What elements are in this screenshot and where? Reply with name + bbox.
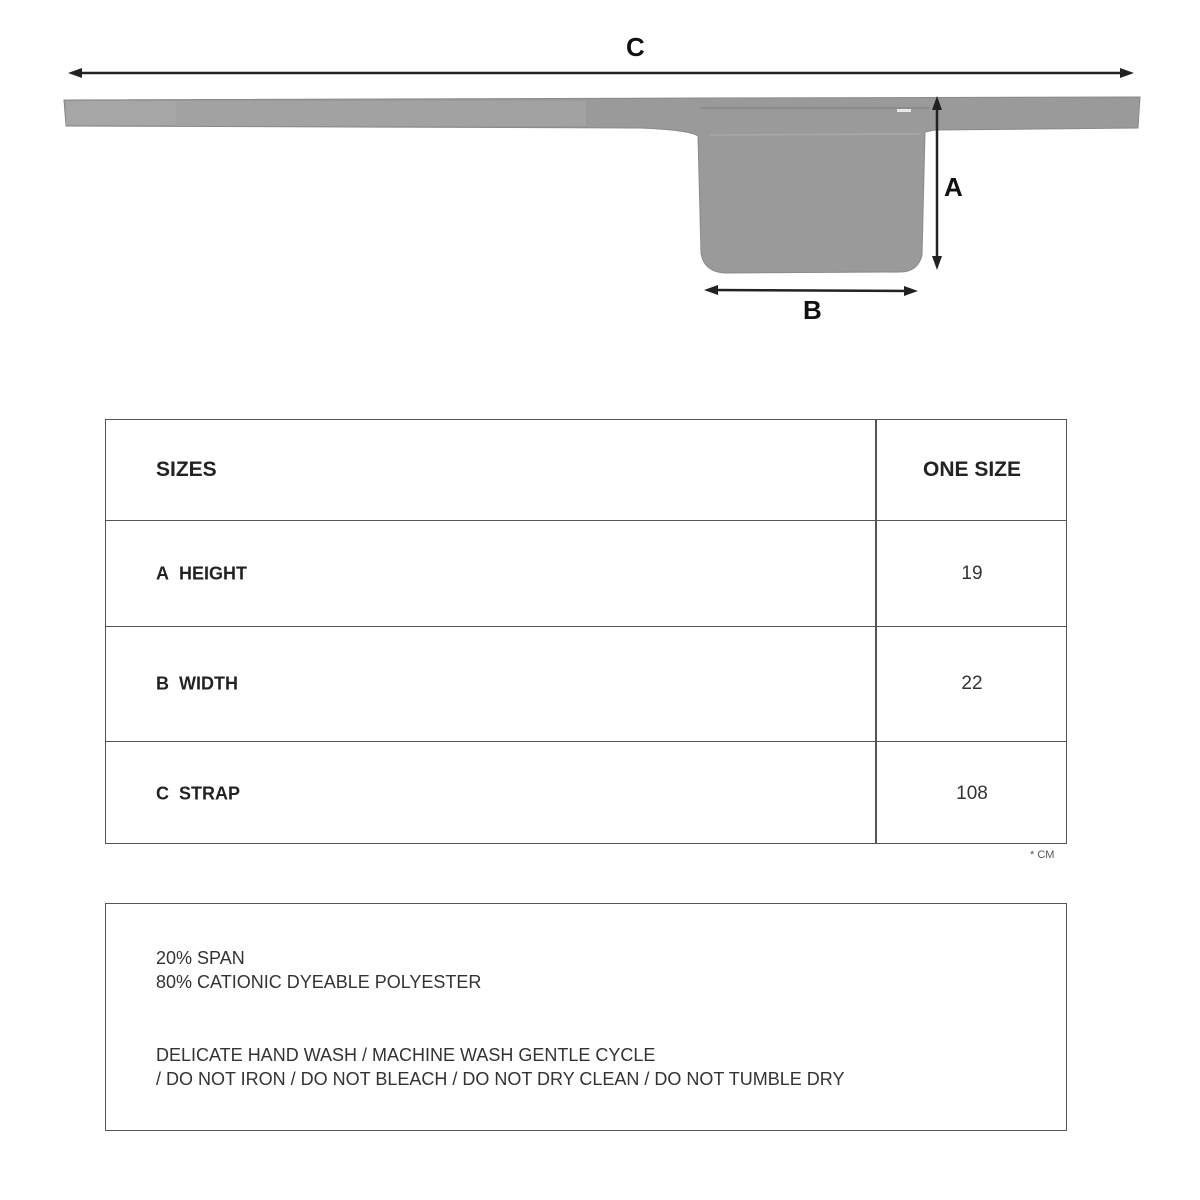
row-value: 19 xyxy=(961,562,983,584)
table-header-row xyxy=(106,420,1066,521)
zipper-pull xyxy=(897,109,911,112)
belt-bag-shape xyxy=(64,97,1140,273)
unit-note: * CM xyxy=(1030,849,1055,861)
row-label xyxy=(156,783,240,804)
composition-line: 80% CATIONIC DYEABLE POLYESTER xyxy=(156,972,482,992)
dimension-a-label: A xyxy=(944,172,963,202)
composition-line: 20% SPAN xyxy=(156,948,245,968)
care-info-box xyxy=(105,903,1067,1131)
dimension-c-arrow xyxy=(68,68,1134,78)
row-value: 22 xyxy=(961,673,983,694)
belt-bag-illustration xyxy=(0,0,1200,340)
dimension-c-label: C xyxy=(626,32,645,62)
row-letter: B xyxy=(156,673,169,694)
row-letter: C xyxy=(156,783,169,803)
one-size-header: ONE SIZE xyxy=(922,458,1022,481)
row-value: 108 xyxy=(956,782,988,804)
sizes-header: SIZES xyxy=(156,458,217,481)
row-name: WIDTH xyxy=(179,673,238,694)
table-row xyxy=(106,521,1066,627)
care-instruction-line: DELICATE HAND WASH / MACHINE WASH GENTLE CYCLE xyxy=(156,1045,656,1065)
dimension-b-label: B xyxy=(803,295,822,325)
size-table xyxy=(105,419,1067,844)
row-label xyxy=(156,674,238,695)
row-name: STRAP xyxy=(179,783,241,803)
table-row xyxy=(106,742,1066,845)
product-diagram xyxy=(0,0,1200,340)
strap-elastic xyxy=(176,101,586,126)
table-row xyxy=(106,627,1066,742)
row-name: HEIGHT xyxy=(179,563,248,583)
care-instruction-line: / DO NOT IRON / DO NOT BLEACH / DO NOT DRY CLEAN / DO NOT TUMBLE DRY xyxy=(156,1069,845,1089)
row-label xyxy=(156,563,247,584)
row-letter: A xyxy=(156,563,169,583)
strap-buckle xyxy=(66,101,176,125)
